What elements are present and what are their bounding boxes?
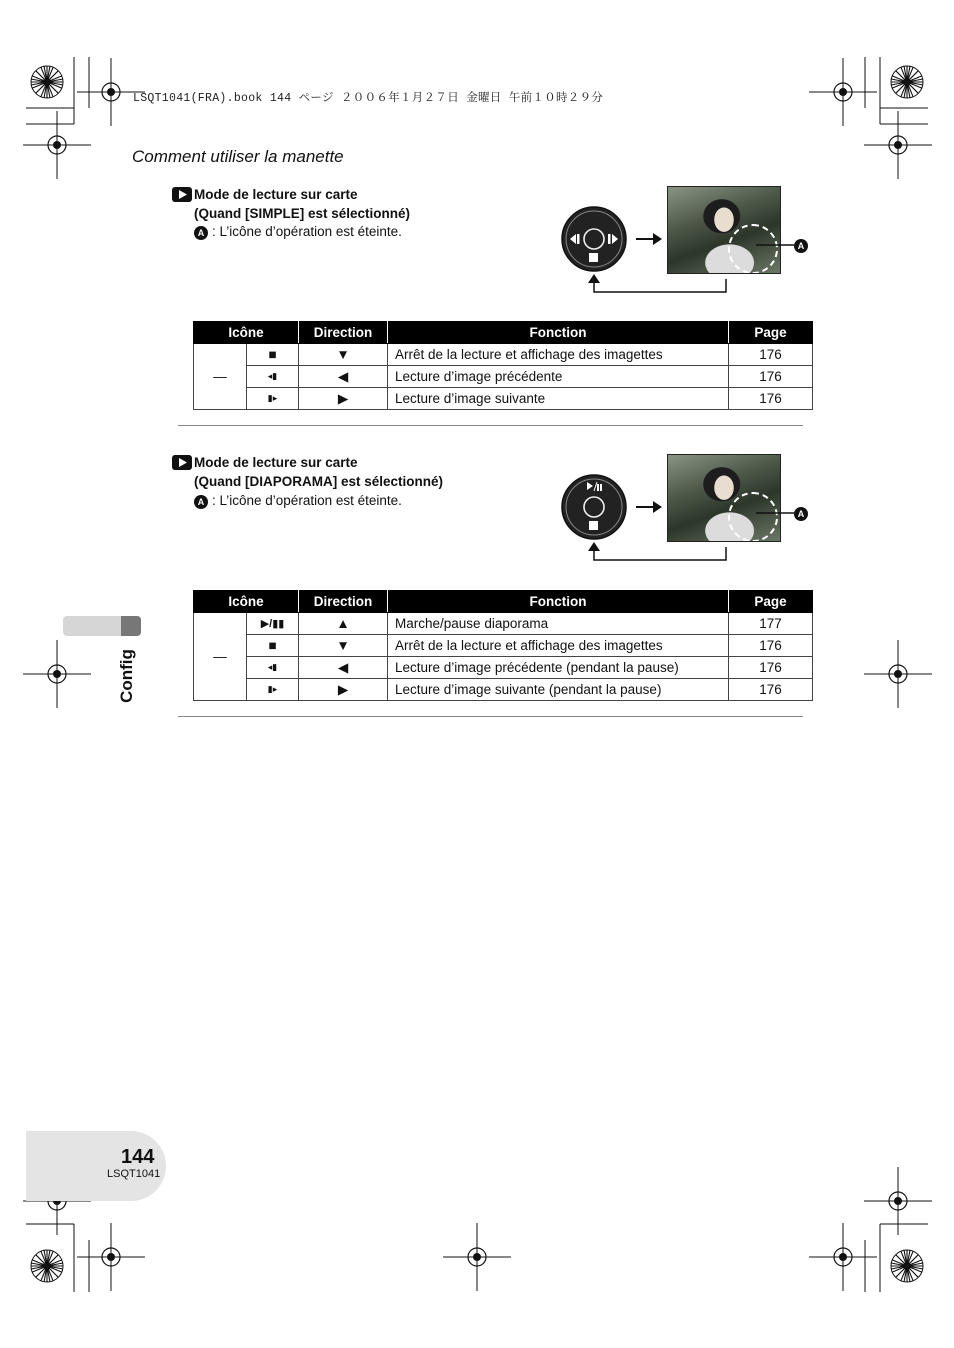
table1-page: 176 (729, 366, 813, 388)
table1-group-cell: — (194, 344, 247, 410)
table-row (194, 366, 813, 388)
table1 (193, 321, 813, 410)
direction-left-icon: ◀ (299, 366, 388, 388)
preview-photo (667, 186, 781, 274)
marker-a-icon: A (194, 226, 208, 240)
table-row (194, 679, 813, 701)
print-header: LSQT1041(FRA).book 144 ページ ２００６年１月２７日 金曜日 午前１０時２９分 (133, 92, 604, 105)
direction-right-icon: ▶ (299, 388, 388, 410)
marker-a-icon: A (194, 495, 208, 509)
table1-header-icon: Icône (194, 322, 299, 344)
section1-title-line1: Mode de lecture sur carte (194, 187, 358, 202)
table2 (193, 590, 813, 701)
table2-page: 176 (729, 657, 813, 679)
next-frame-icon: ▮▸ (247, 388, 299, 410)
table2-header-page: Page (729, 591, 813, 613)
section1-figure (560, 185, 820, 300)
table2-group-cell: — (194, 613, 247, 701)
section1-heading (172, 185, 410, 223)
table1-page: 176 (729, 344, 813, 366)
side-section-label: Config (117, 649, 136, 703)
table1-function: Arrêt de la lecture et affichage des imagettes (388, 344, 729, 366)
table1-function: Lecture d’image précédente (388, 366, 729, 388)
table-row (194, 388, 813, 410)
table-row (194, 344, 813, 366)
card-playback-icon (172, 454, 192, 470)
table-row (194, 657, 813, 679)
section2-title-line2: (Quand [DIAPORAMA] est sélectionné) (194, 474, 444, 489)
table2-page: 176 (729, 635, 813, 657)
table2-function: Marche/pause diaporama (388, 613, 729, 635)
table2-header-row (194, 591, 813, 613)
table1-header-direction: Direction (299, 322, 388, 344)
table1-function: Lecture d’image suivante (388, 388, 729, 410)
section2-note (194, 491, 402, 510)
table1-header-page: Page (729, 322, 813, 344)
previous-frame-icon: ◂▮ (247, 657, 299, 679)
table2-header-direction: Direction (299, 591, 388, 613)
table2-page: 176 (729, 679, 813, 701)
section2-heading (172, 453, 443, 491)
section2-figure (560, 453, 820, 568)
direction-left-icon: ◀ (299, 657, 388, 679)
section2-title-line1: Mode de lecture sur carte (194, 455, 358, 470)
figure1-marker-a: A (794, 239, 808, 253)
previous-frame-icon: ◂▮ (247, 366, 299, 388)
table-row (194, 635, 813, 657)
figure2-marker-a: A (794, 507, 808, 521)
preview-photo (667, 454, 781, 542)
direction-down-icon: ▼ (299, 635, 388, 657)
page-number: 144 (121, 1146, 155, 1168)
next-frame-icon: ▮▸ (247, 679, 299, 701)
page-code: LSQT1041 (107, 1168, 161, 1180)
direction-down-icon: ▼ (299, 344, 388, 366)
direction-right-icon: ▶ (299, 679, 388, 701)
table-row (194, 613, 813, 635)
section1-title-line2: (Quand [SIMPLE] est sélectionné) (194, 206, 411, 221)
section1-note (194, 222, 402, 241)
table2-page: 177 (729, 613, 813, 635)
section1-note-text: : L’icône d’opération est éteinte. (212, 224, 402, 239)
table2-function: Lecture d’image précédente (pendant la pause) (388, 657, 729, 679)
table1-header-function: Fonction (388, 322, 729, 344)
table2-header-icon: Icône (194, 591, 299, 613)
play-pause-icon: ▶/▮▮ (247, 613, 299, 635)
table1-header-row (194, 322, 813, 344)
stop-icon: ■ (247, 344, 299, 366)
stop-icon: ■ (247, 635, 299, 657)
divider (178, 425, 803, 426)
divider (178, 716, 803, 717)
table2-function: Lecture d’image suivante (pendant la pause) (388, 679, 729, 701)
direction-up-icon: ▲ (299, 613, 388, 635)
table2-function: Arrêt de la lecture et affichage des imagettes (388, 635, 729, 657)
page-title: Comment utiliser la manette (132, 147, 344, 166)
table2-header-function: Fonction (388, 591, 729, 613)
section-tab-marker (121, 616, 141, 636)
card-playback-icon (172, 186, 192, 202)
section2-note-text: : L’icône d’opération est éteinte. (212, 493, 402, 508)
table1-page: 176 (729, 388, 813, 410)
